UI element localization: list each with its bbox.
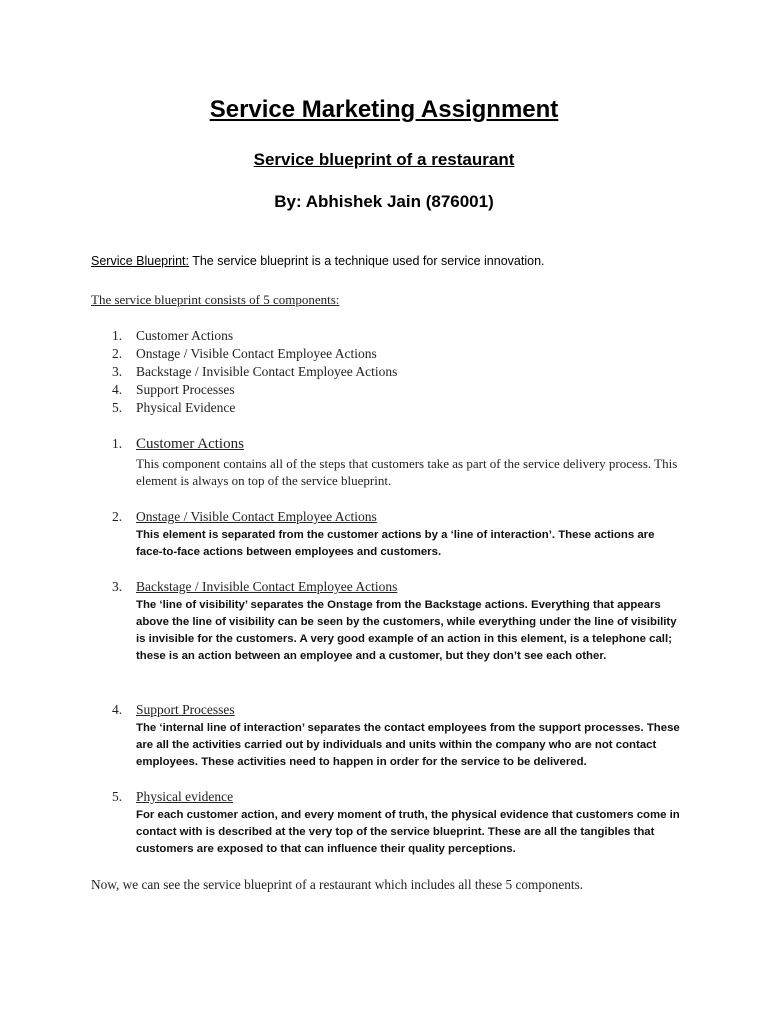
section-body: This element is separated from the customer actions by a ‘line of interaction’. These actions are face-to-face actions between employees and customers. — [136, 529, 655, 558]
section-body: For each customer action, and every moment of truth, the physical evidence that customers come in contact with is described at the very top of the service blueprint. These are all the tangibles that customers are exposed to that can influence their quality perceptions. — [136, 809, 680, 855]
section-number: 4. — [112, 702, 123, 717]
list-text: Customer Actions — [136, 328, 234, 343]
list-text: Backstage / Invisible Contact Employee Actions — [136, 364, 398, 379]
list-number: 1. — [112, 328, 123, 343]
list-number: 5. — [112, 400, 123, 415]
components-intro: The service blueprint consists of 5 components: — [91, 292, 340, 307]
section-heading: Physical evidence — [136, 789, 234, 804]
intro-text: The service blueprint is a technique used for service innovation. — [188, 254, 545, 268]
section-number: 2. — [112, 509, 123, 524]
closing-paragraph: Now, we can see the service blueprint of a restaurant which includes all these 5 components. — [91, 877, 584, 892]
section-body: The ‘line of visibility’ separates the Onstage from the Backstage actions. Everything that appears above the line of visibility can be seen by the customers, while everything under the line of visibility is invisible for the customers. A very good example of an action in this element, is a telephone call; these is an action between an employee and a customer, but they don’t see each other. — [136, 599, 677, 662]
section-heading: Support Processes — [136, 702, 235, 717]
list-text: Support Processes — [136, 382, 235, 397]
document-subtitle: Service blueprint of a restaurant — [253, 150, 515, 169]
list-number: 2. — [112, 346, 123, 361]
list-number: 4. — [112, 382, 123, 397]
list-number: 3. — [112, 364, 123, 379]
section-heading: Backstage / Invisible Contact Employee Actions — [136, 579, 398, 594]
section-number: 3. — [112, 579, 123, 594]
list-text: Onstage / Visible Contact Employee Actions — [136, 346, 377, 361]
list-text: Physical Evidence — [136, 400, 236, 415]
author-byline: By: Abhishek Jain (876001) — [274, 192, 494, 211]
intro-label: Service Blueprint: — [91, 254, 189, 268]
document-title: Service Marketing Assignment — [209, 96, 559, 123]
section-number: 1. — [112, 436, 123, 451]
section-body: This component contains all of the steps that customers take as part of the service delivery process. This element is always on top of the service blueprint. — [136, 456, 678, 488]
intro-paragraph — [91, 254, 545, 268]
section-heading: Customer Actions — [136, 436, 244, 452]
section-heading: Onstage / Visible Contact Employee Actions — [136, 509, 377, 524]
section-body: The ‘internal line of interaction’ separates the contact employees from the support processes. These are all the activities carried out by individuals and units within the company who are not contact employees. These activities need to happen in order for the service to be delivered. — [136, 722, 680, 768]
section-number: 5. — [112, 789, 123, 804]
